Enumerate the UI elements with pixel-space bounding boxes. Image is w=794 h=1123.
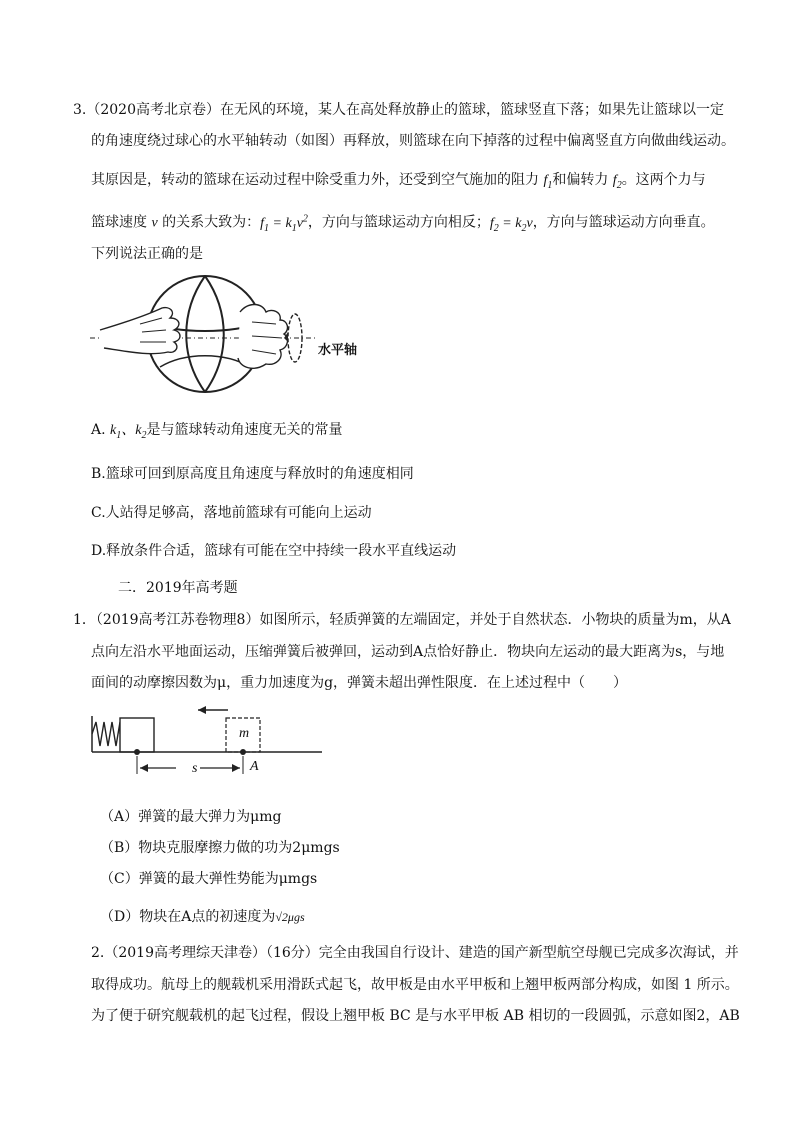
- q3-line-4-b: 的关系大致为：: [157, 214, 261, 231]
- q1-option-c: （C）弹簧的最大弹性势能为μmgs: [100, 871, 318, 887]
- q3-line-2: 的角速度绕过球心的水平轴转动（如图）再释放，则篮球在向下掉落的过程中偏离竖直方向做曲线运动。: [91, 133, 735, 149]
- block-label-m: m: [239, 726, 250, 741]
- q3-line-3-b: 和偏转力: [552, 172, 613, 188]
- q3-option-d: D.释放条件合适，篮球有可能在空中持续一段水平直线运动: [91, 543, 457, 559]
- formula-f1-k1v2: $f_1 = k_1v^2$: [260, 213, 308, 234]
- formula-f2: $f_2$: [612, 173, 622, 191]
- q3-line-4-d: ，方向与篮球运动方向垂直。: [532, 214, 715, 231]
- q1-line-2: 点向左沿水平地面运动，压缩弹簧后被弹回，运动到A点恰好静止．物块向左运动的最大距离为s，与地: [91, 644, 725, 660]
- q3-option-a-prefix: A.: [91, 422, 111, 438]
- formula-f1: $f_1$: [543, 173, 553, 191]
- q3-line-3-c: 。这两个力与: [621, 172, 706, 188]
- section-heading: 二．2019年高考题: [118, 580, 238, 596]
- q3-line-4-a: 篮球速度: [91, 214, 152, 231]
- formula-f2-k2v: $f_2 = k_2v$: [489, 215, 533, 234]
- q3-line-1: 3.（2020高考北京卷）在无风的环境，某人在高处释放静止的篮球，篮球竖直下落；如果先让篮球以一定: [73, 102, 724, 118]
- spring-block-figure: [88, 702, 328, 782]
- q3-option-b: B.篮球可回到原高度且角速度与释放时的角速度相同: [91, 466, 414, 482]
- q3-option-a: [91, 420, 342, 446]
- q3-option-c: C.人站得足够高，落地前篮球有可能向上运动: [91, 505, 372, 521]
- basketball-figure: [90, 272, 370, 402]
- formula-v: v: [151, 215, 158, 231]
- q2-line-2: 取得成功。航母上的舰载机采用滑跃式起飞，故甲板是由水平甲板和上翘甲板两部分构成，如图 1 所示。: [91, 977, 739, 993]
- point-label-a: A: [250, 759, 259, 774]
- q1-line-1: 1．（2019高考江苏卷物理8）如图所示，轻质弹簧的左端固定，并处于自然状态．小物块的质量为m，从A: [73, 612, 731, 628]
- q1-line-3: 面间的动摩擦因数为μ，重力加速度为g，弹簧未超出弹性限度．在上述过程中（ ）: [91, 675, 628, 691]
- q3-line-3-a: 其原因是，转动的篮球在运动过程中除受重力外，还受到空气施加的阻力: [91, 172, 544, 188]
- q3-line-3: [91, 170, 706, 196]
- q3-line-4-c: ，方向与篮球运动方向相反；: [307, 214, 490, 231]
- q1-option-d: [100, 907, 305, 927]
- q2-line-1: 2.（2019高考理综天津卷）（16分）完全由我国自行设计、建造的国产新型航空母舰已完成多次海试，并: [91, 945, 739, 961]
- q3-line-4: [91, 209, 715, 238]
- distance-label-s: s: [192, 761, 198, 776]
- q1-option-d-text: （D）物块在A点的初速度为: [100, 909, 276, 925]
- q1-option-a: （A）弹簧的最大弹力为μmg: [100, 809, 282, 825]
- q1-option-b: （B）物块克服摩擦力做的功为2μmgs: [100, 840, 340, 856]
- q2-line-3: 为了便于研究舰载机的起飞过程，假设上翘甲板 BC 是与水平甲板 AB 相切的一段圆弧，示意如图2，AB: [91, 1008, 740, 1024]
- axis-label: 水平轴: [318, 343, 358, 358]
- q3-option-a-text: 是与篮球转动角速度无关的常量: [146, 422, 343, 438]
- formula-sqrt-2mugs: √2μgs: [275, 910, 305, 924]
- formula-k1-k2: $k_1$、$k_2$: [110, 423, 147, 441]
- q3-line-5: 下列说法正确的是: [91, 246, 203, 262]
